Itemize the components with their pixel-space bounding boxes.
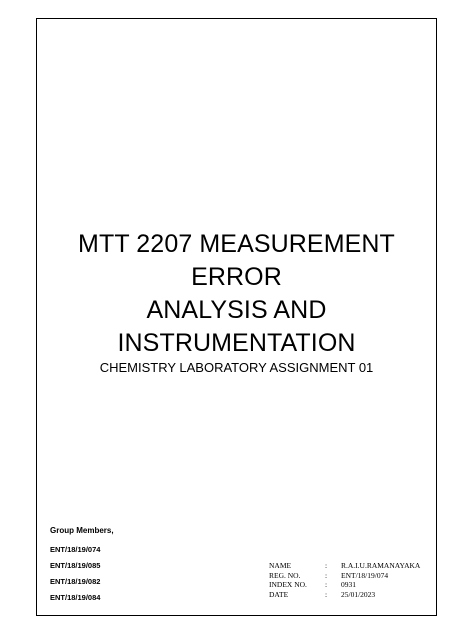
details-row-date [269, 590, 435, 600]
details-row-index-no [269, 580, 435, 590]
document-title [36, 228, 437, 360]
details-row-name [269, 561, 435, 571]
details-value: 25/01/2023 [341, 589, 376, 599]
group-member: ENT/18/19/074 [50, 545, 101, 554]
title-line: INSTRUMENTATION [117, 329, 356, 357]
details-label: REG. NO. [269, 570, 301, 580]
details-value: 0931 [341, 580, 356, 589]
title-line: ANALYSIS AND [146, 296, 327, 324]
document-subtitle: CHEMISTRY LABORATORY ASSIGNMENT 01 [99, 360, 374, 375]
details-label: DATE [269, 589, 289, 599]
details-separator: : [325, 561, 328, 570]
details-label: NAME [269, 561, 292, 570]
student-details [269, 561, 435, 599]
details-row-reg-no [269, 571, 435, 581]
title-line: ERROR [191, 263, 282, 291]
details-label: INDEX NO. [269, 580, 307, 589]
group-members-heading: Group Members, [50, 526, 114, 535]
group-member: ENT/18/19/085 [50, 561, 101, 570]
details-separator: : [325, 580, 328, 589]
group-members-list [50, 545, 100, 609]
details-value: ENT/18/19/074 [341, 570, 389, 580]
details-separator: : [325, 589, 328, 599]
details-separator: : [325, 570, 328, 580]
group-member: ENT/18/19/082 [50, 577, 101, 586]
title-line: MTT 2207 MEASUREMENT [78, 230, 395, 258]
details-value: R.A.I.U.RAMANAYAKA [341, 561, 421, 570]
group-member: ENT/18/19/084 [50, 593, 101, 602]
